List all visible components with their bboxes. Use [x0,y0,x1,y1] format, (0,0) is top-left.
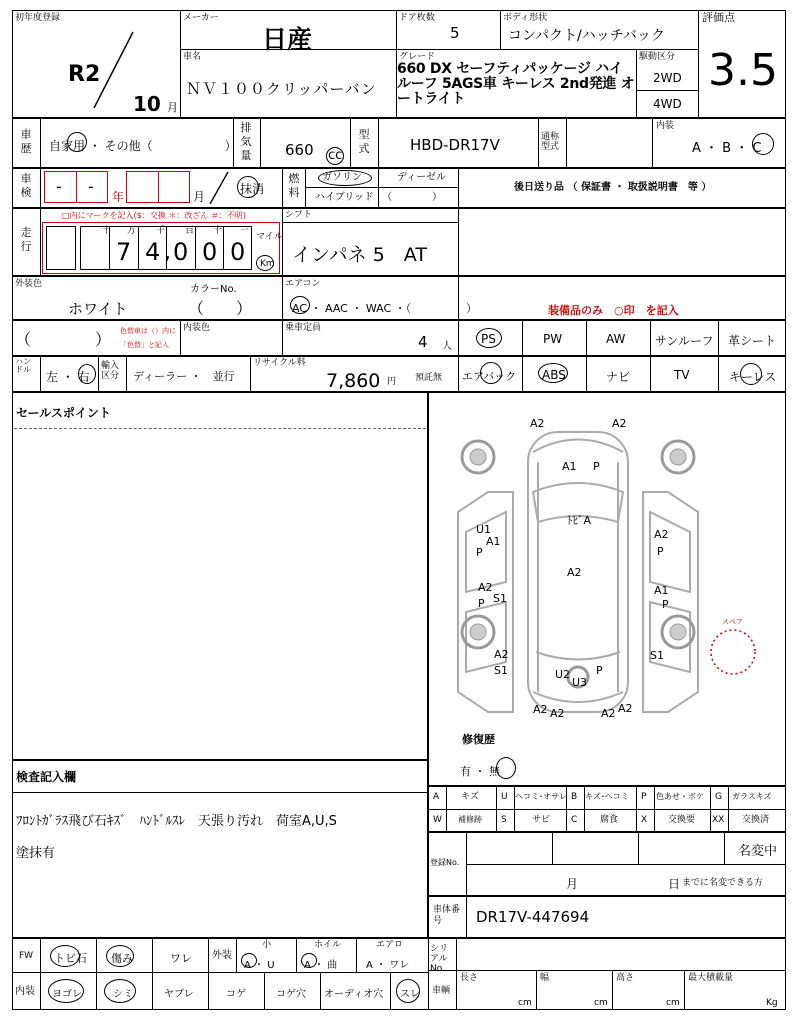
km-circle [256,255,274,271]
fw-item-damage: 傷み [111,952,133,965]
first-reg-month-unit: 月 [167,101,178,114]
equip-keyless: キーレス [729,370,777,384]
body-value: コンパクト/ハッチバック [508,28,665,44]
displacement-label: 排気量 [240,121,252,162]
equipment-title: 装備品のみ ○印 を記入 [548,304,679,317]
model-label: 型式 [358,128,370,155]
recycle-value: 7,860 [326,370,381,392]
slash-mark [88,30,138,110]
doors-label: ドア枚数 [399,13,435,23]
recycle-label: リサイクル料 [253,358,306,368]
shift-label: シフト [285,210,313,220]
mileage-label: 走行 [20,226,32,253]
legend-u: U [501,792,508,802]
maker-value: 日産 [262,25,313,54]
legend-w-desc: 補修跡 [458,815,482,824]
handle-value: 左 ・ 右 [46,370,90,384]
equip-leather: 革シート [728,334,777,348]
first-reg-label: 初年度登録 [15,13,61,23]
legend-w: W [433,815,442,825]
dmg-label: A2 [601,707,616,720]
interior-grade-circle [752,133,774,155]
inspection-notes-title: 検査記入欄 [16,770,77,784]
ext-wheel-circle [301,953,317,968]
dmg-label: P [662,598,669,611]
body-label: ボディ形状 [503,13,548,23]
ext-small: A ・ U [244,960,275,971]
int-dirt: ヨゴレ [52,989,82,1000]
grade-label: グレード [399,52,436,62]
dmg-label: A2 [550,707,565,720]
drive-4wd: 4WD [653,97,682,111]
dmg-label: A2 [567,566,582,579]
fw-chip-circle [50,945,80,967]
dmg-label: U2 [555,668,571,681]
interior-label: 内装 [656,121,675,131]
mileage-digit-2: 4 [145,238,161,266]
dmg-label: A2 [494,648,509,661]
handle-circle [78,364,96,384]
color-change-note-1: 色替車は（）内に [120,327,176,335]
dmg-label: A2 [618,702,633,715]
registration-label: 登録No. [430,858,460,867]
legend-c-desc: 腐食 [600,815,619,825]
registration-day: 日 [668,877,681,891]
dmg-label: S1 [493,592,507,605]
maker-label: メーカー [183,13,219,23]
mile-label: マイル [256,232,283,242]
mileage-digit-4: 0 [202,238,218,266]
equip-pw: PW [543,332,563,346]
legend-b-desc: キズ･ヘコミ [585,792,629,801]
gasoline-circle [318,170,372,186]
aero-label: エアロ [376,940,404,950]
registration-deadline: までに名変できる方 [682,878,764,888]
name-change-label: 名変中 [738,844,778,859]
legend-a-desc: キズ [461,792,479,802]
dmg-label: A2 [654,528,669,541]
fuel-gasoline: ガソリン [322,172,362,183]
chassis-value: DR17V-447694 [476,908,590,926]
fw-item-chip: トビ石 [54,952,87,965]
mileage-unit-1: 万 [127,226,137,236]
height-label: 高さ [616,973,635,983]
legend-x: X [641,815,648,825]
fw-item-crack: ワレ [170,952,192,965]
fuel-hybrid: ハイブリッド [315,192,374,203]
history-value: 自家用 ・ その他（ ） [49,139,237,153]
drive-2wd: 2WD [653,71,682,85]
fuel-label: 燃料 [288,172,300,199]
handle-label: ハンドル [15,357,31,374]
equip-airbag: エアバック [462,370,517,383]
int-scuff: スレ [400,989,420,1000]
legend-b: B [571,792,578,802]
fuel-diesel: ディーゼル [397,172,446,183]
dmg-label: A2 [530,417,545,430]
legend-c: C [571,815,578,825]
inspection-month-unit: 月 [193,190,206,204]
repair-circle [496,757,516,779]
exterior-value: ホワイト [68,300,128,318]
displacement-unit: cc [328,148,343,163]
dmg-label: A1 [654,584,669,597]
displacement-value: 660 [285,141,314,159]
repair-title: 修復歴 [462,733,495,746]
legend-s-desc: サビ [532,815,551,825]
int-burn: コゲ [226,989,246,1000]
mileage-unit-3: 百 [185,226,195,236]
sales-points-box [12,392,428,760]
recycle-deposit: 預託無 [415,373,443,383]
fw-label: FW [19,951,34,961]
bottom-interior-label: 内装 [15,986,35,997]
weight-unit: Kg [766,998,778,1008]
car-name-label: 車名 [183,52,202,62]
ext-aero: A ・ ワレ [366,960,410,971]
legend-a: A [433,792,440,802]
recycle-unit: 円 [387,377,397,387]
registration-month: 月 [566,877,579,891]
dmg-label: S1 [650,649,664,662]
accessories-title: 後日送り品 （ 保証書 ・ 取扱説明書 等 ） [514,182,712,193]
shift-value: インパネ 5 AT [292,244,427,266]
int-tear: ヤブレ [164,989,194,1000]
interior-color-label: 内装色 [183,323,211,333]
legend-p: P [641,792,647,802]
mileage-unit-0: 十 [102,226,112,236]
color-no-label: カラーNo. [190,284,237,295]
mileage-unit-5: 一 [240,226,250,236]
small-label: 小 [262,940,272,950]
mileage-digit-1: 7 [116,238,132,266]
inspection-dash-1: - [56,177,62,196]
dmg-label: A2 [612,417,627,430]
dmg-label: A1 [486,535,501,548]
equip-navi: ナビ [606,370,631,384]
dmg-label: U1 [476,523,492,536]
int-scuff-circle [396,979,420,1003]
expired-circle [237,176,259,198]
dmg-label: P [593,460,600,473]
mileage-unit-2: 千 [156,226,166,236]
keyless-circle [740,363,762,385]
mileage-note: □内にマークを記入($：交換 ＊：改ざん ＃：不明) [62,211,246,220]
weight-label: 最大積載量 [688,973,734,983]
fw-damage-circle [106,945,134,967]
history-circle [67,132,87,152]
int-burn-hole: コゲ穴 [276,989,306,1000]
km-label: Km [260,259,275,269]
int-stain: シミ [113,989,133,1000]
equip-ps: PS [481,332,496,346]
first-reg-era: R2 [68,62,101,87]
ps-circle [476,328,502,348]
serial-label: シリアルNo. [430,944,449,974]
length-label: 長さ [460,973,479,983]
dmg-label: P [596,664,603,677]
capacity-label: 乗車定員 [285,323,322,333]
inspection-notes-line-1: ﾌﾛﾝﾄｶﾞﾗｽ飛び石ｷｽﾞ ﾊﾝﾄﾞﾙｽﾚ 天張り汚れ 荷室A,U,S [16,814,337,829]
capacity-unit: 人 [442,341,452,352]
legend-s: S [501,815,507,825]
dmg-label: A2 [533,703,548,716]
inspection-dash-2: - [88,177,94,196]
drive-label: 駆動区分 [639,52,676,62]
common-model-label: 通称型式 [541,132,560,152]
dmg-label: P [657,545,664,558]
inspection-year-unit: 年 [112,190,125,204]
equip-tv: TV [674,368,690,382]
aircon-label: エアコン [285,279,321,289]
score-value: 3.5 [708,45,778,96]
aircon-circle [290,296,310,314]
dmg-label: S1 [494,664,508,677]
car-name-value: ＮＶ１００クリッパーバン [186,80,377,98]
score-label: 評価点 [702,11,735,24]
inspection-slash [204,170,234,206]
equip-aw: AW [606,332,626,346]
legend-xx: XX [712,815,725,825]
model-value: HBD-DR17V [410,136,500,154]
height-unit: cm [666,998,680,1008]
airbag-circle [480,362,502,384]
legend-x-desc: 交換要 [668,815,696,825]
equip-abs: ABS [542,368,566,382]
mileage-unit-4: 十 [213,226,223,236]
inspection-label: 車検 [20,172,32,199]
dmg-label: ﾄﾋﾞA [567,514,592,527]
mileage-separator: , [164,240,171,265]
history-label: 車歴 [20,128,32,155]
interior-grades: A ・ B ・ C [692,141,762,156]
legend-p-desc: 色あせ・ボケ [656,792,704,801]
sales-points-title: セールスポイント [16,406,111,420]
color-no-value: （ ） [188,299,253,318]
mileage-digit-5: 0 [230,238,246,266]
displacement-circle [326,147,344,165]
dims-label: 車輌 [432,986,451,996]
int-dirt-circle [48,979,84,1003]
first-reg-month: 10 [133,92,161,116]
recycle-row [12,356,786,392]
dmg-label: P [478,597,485,610]
aircon-value: AC ・ AAC ・ WAC ・（ ） [292,302,478,315]
chassis-label: 車体番号 [433,905,461,926]
legend-g-desc: ガラスキズ [732,792,772,801]
dmg-label: A1 [562,460,577,473]
dmg-label: P [476,546,483,559]
doors-value: 5 [450,24,460,42]
legend-xx-desc: 交換済 [742,815,770,825]
legend-g: G [715,792,722,802]
inspection-expired: 抹消 [240,182,265,196]
color-change-value: （ ） [15,330,112,349]
mileage-digit-3: 0 [173,238,189,266]
int-stain-circle [104,979,136,1003]
legend-u-desc: ヘコミ･オサレ [515,792,567,801]
repair-value: 有 ・ 無 [460,765,500,778]
inspection-notes-box [12,760,428,938]
dmg-label: A2 [478,581,493,594]
width-unit: cm [594,998,608,1008]
spare-label: スペア [722,618,743,626]
bottom-exterior-label: 外装 [212,950,232,961]
exterior-label: 外装色 [15,279,43,289]
ext-small-circle [241,953,257,968]
color-change-note-2: 「色替」と記入 [120,341,169,349]
length-unit: cm [518,998,532,1008]
mileage-lakh-box [46,226,76,270]
import-label: 輸入区分 [101,361,120,381]
import-value: ディーラー ・ 並行 [133,370,235,383]
capacity-value: 4 [418,333,428,351]
abs-circle [538,363,568,383]
ext-wheel: A ・ 曲 [304,960,338,971]
fuel-other: （ ） [382,192,442,203]
inspection-notes-line-2: 塗抹有 [16,846,56,861]
equip-sunroof: サンルーフ [655,334,714,348]
width-label: 幅 [540,973,550,983]
wheel-label: ホイル [314,940,342,950]
grade-value: 660 DX セーフティパッケージ ハイルーフ 5AGS車 キーレス 2nd発進 オートライト [397,61,635,107]
dmg-label: U3 [572,676,588,689]
int-audio-hole: オーディオ穴 [324,989,384,1000]
